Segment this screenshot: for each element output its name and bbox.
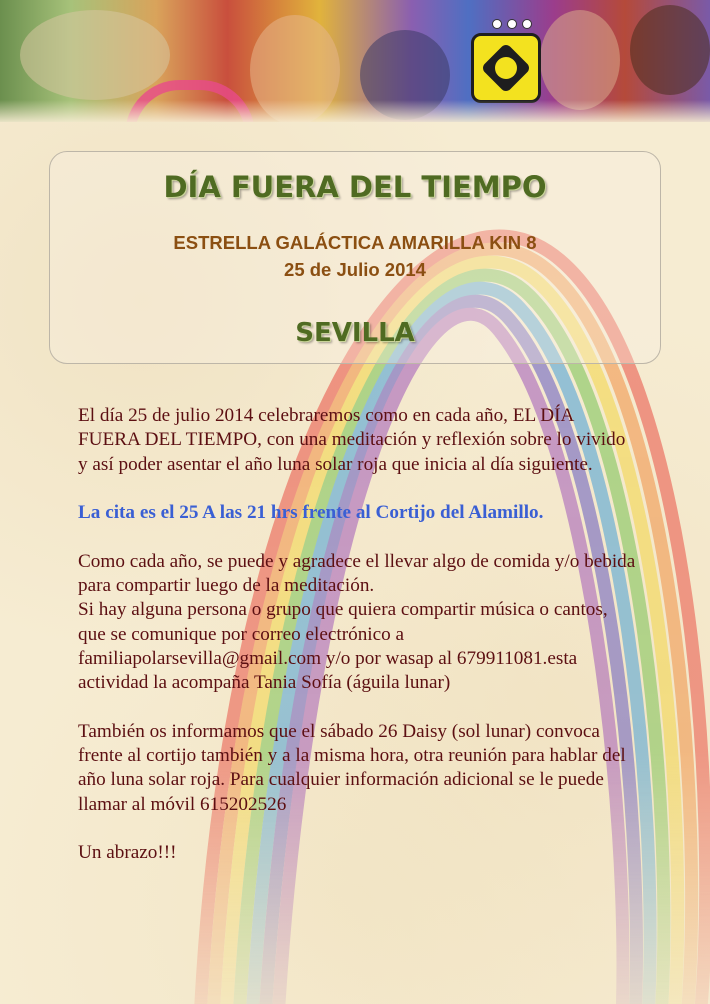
- kin-subtitle: ESTRELLA GALÁCTICA AMARILLA KIN 8: [173, 232, 537, 253]
- food-paragraph: Como cada año, se puede y agradece el llevar algo de comida y/o bebida para compartir luego de la meditación.: [78, 550, 636, 597]
- photo-collage-banner: [0, 0, 710, 122]
- event-date: 25 de Julio 2014: [284, 259, 426, 280]
- title-box: [49, 151, 661, 364]
- event-city: SEVILLA: [295, 318, 415, 348]
- seal-dots: [492, 19, 532, 29]
- galactic-seal-icon: [471, 33, 541, 103]
- meeting-highlight: La cita es el 25 A las 21 hrs frente al Cortijo del Alamillo.: [78, 502, 544, 524]
- second-meeting-paragraph: También os informamos que el sábado 26 Daisy (sol lunar) convoca frente al cortijo también y a la misma hora, otra reunión para hablar del año luna solar roja. Para cualquier información adicional se le puede llamar al móvil 615202526: [78, 720, 626, 815]
- page-title: DÍA FUERA DEL TIEMPO: [163, 170, 547, 204]
- body-text: [78, 404, 638, 866]
- intro-paragraph: El día 25 de julio 2014 celebraremos como en cada año, EL DÍA FUERA DEL TIEMPO, con una meditación y reflexión sobre lo vivido y así poder asentar el año luna solar roja que inicia al día siguiente.: [78, 405, 626, 475]
- contact-paragraph: Si hay alguna persona o grupo que quiera compartir música o cantos, que se comunique por correo electrónico a familiapolarsevilla@gmail.com y/o por wasap al 679911081.esta actividad la acompaña Tania Sofía (águila lunar): [78, 599, 608, 694]
- closing-text: Un abrazo!!!: [78, 842, 177, 864]
